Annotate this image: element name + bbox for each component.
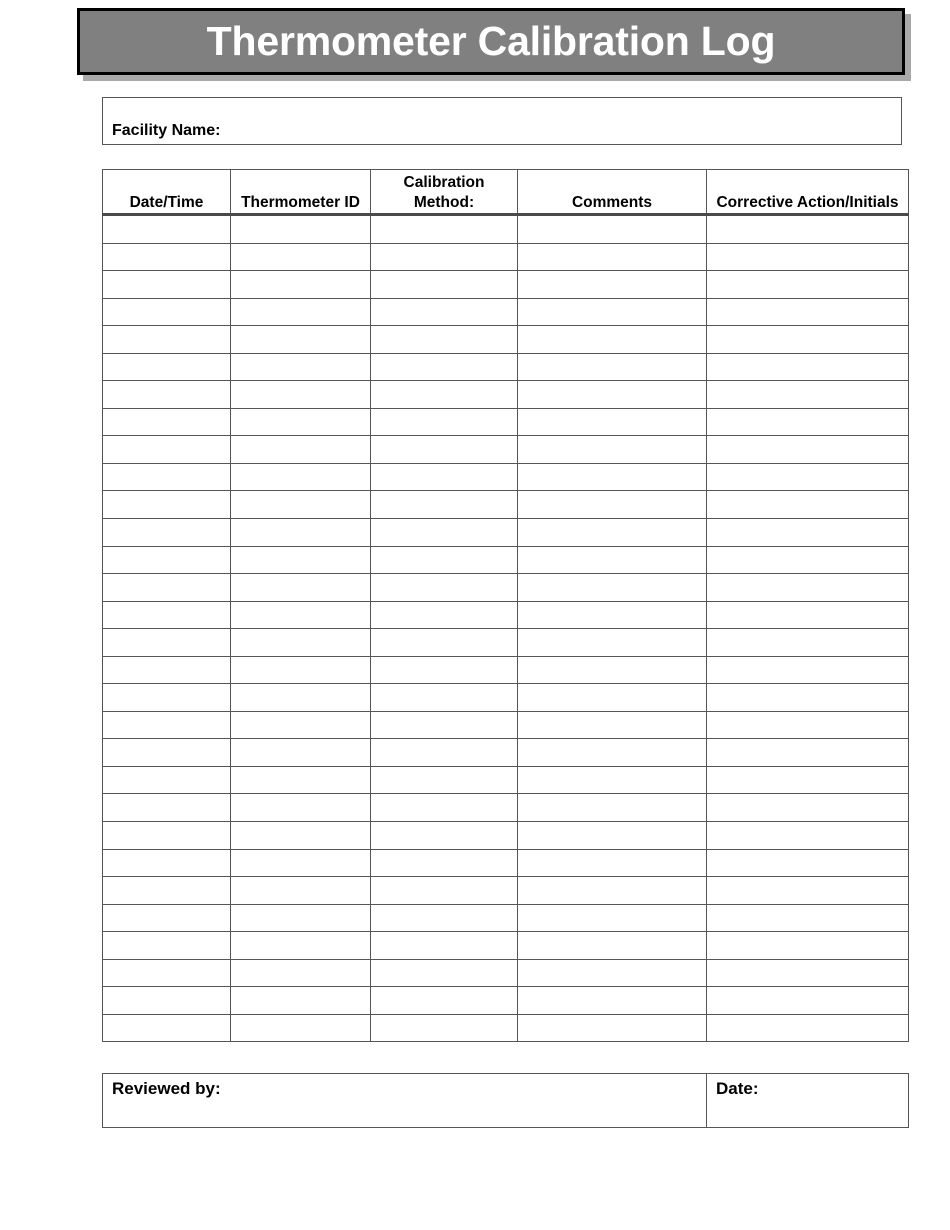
cell-corrective-action[interactable]	[707, 1014, 909, 1042]
cell-calibration-method[interactable]	[371, 463, 518, 491]
cell-date-time[interactable]	[103, 243, 231, 271]
table-row	[103, 656, 909, 684]
cell-thermometer-id[interactable]	[231, 739, 371, 767]
cell-calibration-method[interactable]	[371, 794, 518, 822]
cell-calibration-method[interactable]	[371, 298, 518, 326]
cell-thermometer-id[interactable]	[231, 849, 371, 877]
cell-comments[interactable]	[518, 739, 707, 767]
cell-thermometer-id[interactable]	[231, 381, 371, 409]
cell-thermometer-id[interactable]	[231, 491, 371, 519]
cell-comments[interactable]	[518, 794, 707, 822]
cell-corrective-action[interactable]	[707, 326, 909, 354]
cell-date-time[interactable]	[103, 381, 231, 409]
cell-corrective-action[interactable]	[707, 298, 909, 326]
cell-corrective-action[interactable]	[707, 243, 909, 271]
cell-thermometer-id[interactable]	[231, 766, 371, 794]
table-row	[103, 932, 909, 960]
cell-thermometer-id[interactable]	[231, 436, 371, 464]
cell-corrective-action[interactable]	[707, 546, 909, 574]
cell-calibration-method[interactable]	[371, 739, 518, 767]
cell-thermometer-id[interactable]	[231, 822, 371, 850]
cell-corrective-action[interactable]	[707, 271, 909, 299]
cell-date-time[interactable]	[103, 794, 231, 822]
cell-calibration-method[interactable]	[371, 519, 518, 547]
cell-date-time[interactable]	[103, 215, 231, 244]
cell-comments[interactable]	[518, 326, 707, 354]
cell-date-time[interactable]	[103, 491, 231, 519]
table-row	[103, 463, 909, 491]
cell-corrective-action[interactable]	[707, 463, 909, 491]
cell-thermometer-id[interactable]	[231, 215, 371, 244]
table-row	[103, 436, 909, 464]
cell-comments[interactable]	[518, 546, 707, 574]
review-row	[103, 1074, 909, 1128]
cell-date-time[interactable]	[103, 877, 231, 905]
cell-date-time[interactable]	[103, 684, 231, 712]
cell-thermometer-id[interactable]	[231, 959, 371, 987]
cell-corrective-action[interactable]	[707, 959, 909, 987]
cell-corrective-action[interactable]	[707, 215, 909, 244]
cell-corrective-action[interactable]	[707, 766, 909, 794]
cell-date-time[interactable]	[103, 1014, 231, 1042]
table-row	[103, 904, 909, 932]
column-header-thermometer-id: Thermometer ID	[231, 170, 371, 215]
review-date-field[interactable]: Date:	[707, 1074, 909, 1128]
table-row	[103, 601, 909, 629]
cell-thermometer-id[interactable]	[231, 271, 371, 299]
cell-calibration-method[interactable]	[371, 711, 518, 739]
cell-date-time[interactable]	[103, 904, 231, 932]
cell-calibration-method[interactable]	[371, 987, 518, 1015]
cell-calibration-method[interactable]	[371, 1014, 518, 1042]
table-row	[103, 491, 909, 519]
cell-thermometer-id[interactable]	[231, 794, 371, 822]
cell-calibration-method[interactable]	[371, 959, 518, 987]
cell-corrective-action[interactable]	[707, 601, 909, 629]
column-header-date-time: Date/Time	[103, 170, 231, 215]
facility-name-label: Facility Name:	[112, 122, 221, 140]
cell-date-time[interactable]	[103, 822, 231, 850]
cell-corrective-action[interactable]	[707, 822, 909, 850]
cell-calibration-method[interactable]	[371, 408, 518, 436]
cell-thermometer-id[interactable]	[231, 1014, 371, 1042]
cell-thermometer-id[interactable]	[231, 629, 371, 657]
cell-date-time[interactable]	[103, 766, 231, 794]
column-header-calibration-method: Calibration Method:	[371, 170, 518, 215]
cell-date-time[interactable]	[103, 987, 231, 1015]
table-header-row	[103, 170, 909, 215]
cell-corrective-action[interactable]	[707, 491, 909, 519]
cell-corrective-action[interactable]	[707, 408, 909, 436]
cell-corrective-action[interactable]	[707, 656, 909, 684]
cell-calibration-method[interactable]	[371, 849, 518, 877]
cell-calibration-method[interactable]	[371, 491, 518, 519]
table-row	[103, 215, 909, 244]
cell-date-time[interactable]	[103, 849, 231, 877]
title-banner	[77, 8, 905, 75]
cell-calibration-method[interactable]	[371, 353, 518, 381]
cell-corrective-action[interactable]	[707, 739, 909, 767]
table-row	[103, 271, 909, 299]
review-footer	[102, 1073, 909, 1128]
cell-thermometer-id[interactable]	[231, 298, 371, 326]
cell-comments[interactable]	[518, 822, 707, 850]
cell-comments[interactable]	[518, 408, 707, 436]
cell-date-time[interactable]	[103, 739, 231, 767]
table-row	[103, 877, 909, 905]
cell-comments[interactable]	[518, 629, 707, 657]
cell-calibration-method[interactable]	[371, 877, 518, 905]
cell-thermometer-id[interactable]	[231, 932, 371, 960]
cell-date-time[interactable]	[103, 326, 231, 354]
table-row	[103, 739, 909, 767]
cell-comments[interactable]	[518, 436, 707, 464]
cell-thermometer-id[interactable]	[231, 326, 371, 354]
cell-corrective-action[interactable]	[707, 932, 909, 960]
cell-date-time[interactable]	[103, 959, 231, 987]
cell-comments[interactable]	[518, 271, 707, 299]
cell-calibration-method[interactable]	[371, 546, 518, 574]
cell-date-time[interactable]	[103, 546, 231, 574]
cell-calibration-method[interactable]	[371, 766, 518, 794]
cell-calibration-method[interactable]	[371, 684, 518, 712]
cell-thermometer-id[interactable]	[231, 243, 371, 271]
cell-comments[interactable]	[518, 519, 707, 547]
reviewed-by-field[interactable]: Reviewed by:	[103, 1074, 707, 1128]
cell-date-time[interactable]	[103, 629, 231, 657]
cell-calibration-method[interactable]	[371, 271, 518, 299]
table-row	[103, 298, 909, 326]
cell-thermometer-id[interactable]	[231, 711, 371, 739]
cell-comments[interactable]	[518, 711, 707, 739]
cell-calibration-method[interactable]	[371, 574, 518, 602]
cell-corrective-action[interactable]	[707, 629, 909, 657]
cell-comments[interactable]	[518, 601, 707, 629]
cell-corrective-action[interactable]	[707, 711, 909, 739]
table-row	[103, 326, 909, 354]
table-body	[103, 215, 909, 1042]
table-row	[103, 794, 909, 822]
cell-thermometer-id[interactable]	[231, 904, 371, 932]
cell-date-time[interactable]	[103, 711, 231, 739]
cell-comments[interactable]	[518, 353, 707, 381]
cell-thermometer-id[interactable]	[231, 656, 371, 684]
cell-corrective-action[interactable]	[707, 381, 909, 409]
cell-date-time[interactable]	[103, 574, 231, 602]
cell-date-time[interactable]	[103, 932, 231, 960]
cell-date-time[interactable]	[103, 271, 231, 299]
cell-calibration-method[interactable]	[371, 629, 518, 657]
table-row	[103, 574, 909, 602]
cell-thermometer-id[interactable]	[231, 353, 371, 381]
cell-thermometer-id[interactable]	[231, 408, 371, 436]
cell-comments[interactable]	[518, 959, 707, 987]
cell-comments[interactable]	[518, 766, 707, 794]
cell-corrective-action[interactable]	[707, 987, 909, 1015]
table-row	[103, 822, 909, 850]
title-banner-box	[77, 8, 905, 75]
cell-calibration-method[interactable]	[371, 932, 518, 960]
cell-comments[interactable]	[518, 243, 707, 271]
cell-comments[interactable]	[518, 877, 707, 905]
table-row	[103, 629, 909, 657]
table-row	[103, 381, 909, 409]
cell-date-time[interactable]	[103, 436, 231, 464]
column-header-comments: Comments	[518, 170, 707, 215]
cell-calibration-method[interactable]	[371, 656, 518, 684]
table-row	[103, 519, 909, 547]
cell-comments[interactable]	[518, 849, 707, 877]
cell-corrective-action[interactable]	[707, 904, 909, 932]
cell-comments[interactable]	[518, 574, 707, 602]
column-header-corrective-action: Corrective Action/Initials	[707, 170, 909, 215]
table-row	[103, 243, 909, 271]
cell-corrective-action[interactable]	[707, 436, 909, 464]
cell-date-time[interactable]	[103, 601, 231, 629]
cell-thermometer-id[interactable]	[231, 463, 371, 491]
cell-thermometer-id[interactable]	[231, 574, 371, 602]
facility-name-field[interactable]	[102, 97, 902, 145]
cell-thermometer-id[interactable]	[231, 877, 371, 905]
cell-thermometer-id[interactable]	[231, 546, 371, 574]
cell-comments[interactable]	[518, 381, 707, 409]
cell-comments[interactable]	[518, 656, 707, 684]
cell-corrective-action[interactable]	[707, 794, 909, 822]
calibration-log-table	[102, 169, 909, 1042]
cell-date-time[interactable]	[103, 463, 231, 491]
cell-date-time[interactable]	[103, 519, 231, 547]
table-row	[103, 711, 909, 739]
cell-date-time[interactable]	[103, 298, 231, 326]
cell-corrective-action[interactable]	[707, 574, 909, 602]
table-row	[103, 987, 909, 1015]
cell-corrective-action[interactable]	[707, 877, 909, 905]
cell-calibration-method[interactable]	[371, 822, 518, 850]
cell-comments[interactable]	[518, 987, 707, 1015]
cell-corrective-action[interactable]	[707, 849, 909, 877]
cell-calibration-method[interactable]	[371, 601, 518, 629]
cell-thermometer-id[interactable]	[231, 684, 371, 712]
cell-date-time[interactable]	[103, 656, 231, 684]
table-row	[103, 408, 909, 436]
cell-calibration-method[interactable]	[371, 243, 518, 271]
cell-comments[interactable]	[518, 463, 707, 491]
table-row	[103, 684, 909, 712]
table-row	[103, 766, 909, 794]
cell-comments[interactable]	[518, 932, 707, 960]
cell-calibration-method[interactable]	[371, 904, 518, 932]
cell-comments[interactable]	[518, 215, 707, 244]
cell-comments[interactable]	[518, 1014, 707, 1042]
cell-thermometer-id[interactable]	[231, 601, 371, 629]
cell-comments[interactable]	[518, 684, 707, 712]
cell-comments[interactable]	[518, 491, 707, 519]
cell-corrective-action[interactable]	[707, 353, 909, 381]
cell-calibration-method[interactable]	[371, 381, 518, 409]
cell-date-time[interactable]	[103, 353, 231, 381]
cell-calibration-method[interactable]	[371, 215, 518, 244]
table-row	[103, 959, 909, 987]
table-row	[103, 849, 909, 877]
cell-comments[interactable]	[518, 904, 707, 932]
table-row	[103, 1014, 909, 1042]
cell-comments[interactable]	[518, 298, 707, 326]
cell-corrective-action[interactable]	[707, 519, 909, 547]
cell-calibration-method[interactable]	[371, 326, 518, 354]
table-row	[103, 546, 909, 574]
page-title: Thermometer Calibration Log	[206, 18, 776, 64]
cell-date-time[interactable]	[103, 408, 231, 436]
table-row	[103, 353, 909, 381]
cell-thermometer-id[interactable]	[231, 519, 371, 547]
cell-thermometer-id[interactable]	[231, 987, 371, 1015]
cell-calibration-method[interactable]	[371, 436, 518, 464]
cell-corrective-action[interactable]	[707, 684, 909, 712]
